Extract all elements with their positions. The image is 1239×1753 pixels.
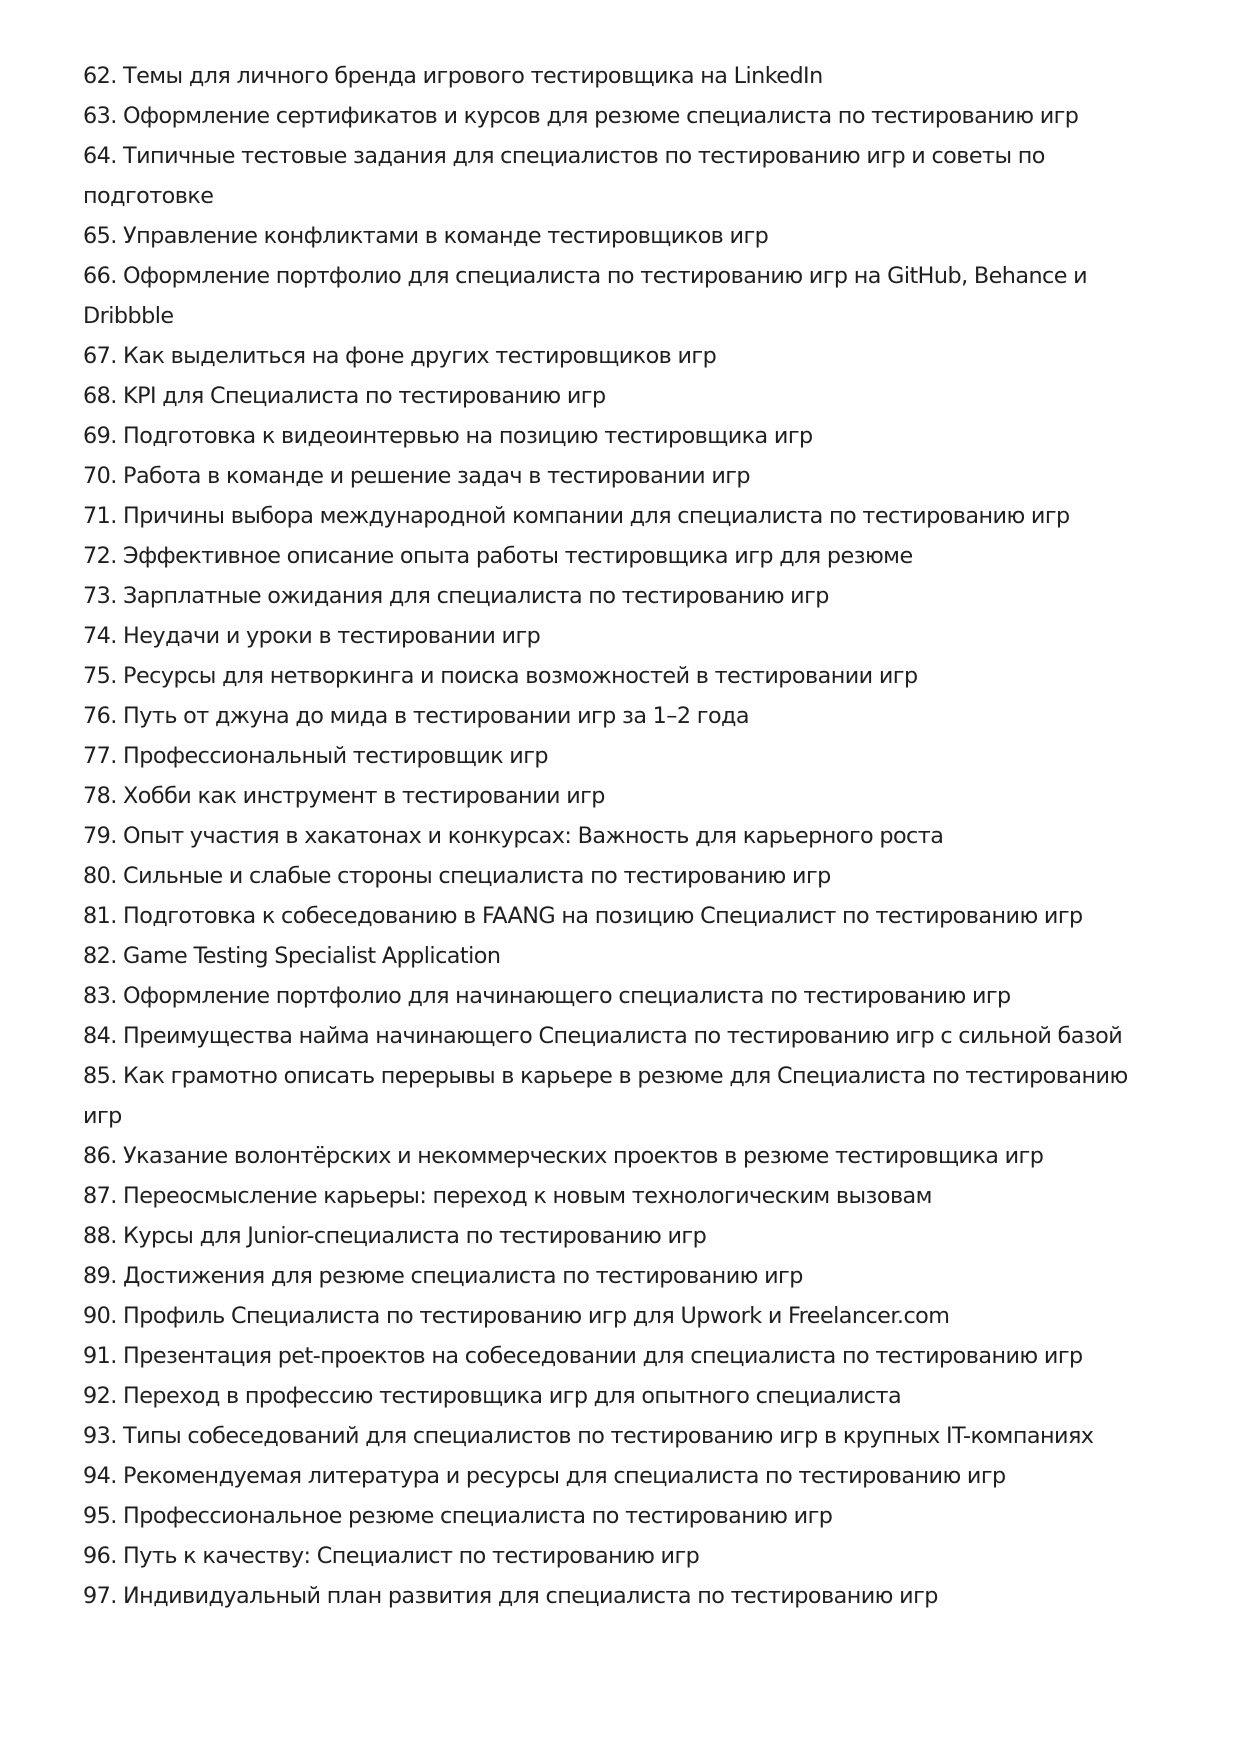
list-item: 62. Темы для личного бренда игрового тестировщика на LinkedIn (83, 63, 823, 89)
list-item: 77. Профессиональный тестировщик игр (83, 743, 549, 769)
list-item: 78. Хобби как инструмент в тестировании игр (83, 783, 605, 809)
list-item: 64. Типичные тестовые задания для специалистов по тестированию игр и советы по подготовке (83, 143, 1045, 209)
list-item: 68. KPI для Специалиста по тестированию игр (83, 383, 606, 409)
list-item: 70. Работа в команде и решение задач в тестировании игр (83, 463, 751, 489)
list-item: 90. Профиль Специалиста по тестированию игр для Upwork и Freelancer.com (83, 1303, 950, 1329)
list-item: 79. Опыт участия в хакатонах и конкурсах: Важность для карьерного роста (83, 823, 944, 849)
list-item: 83. Оформление портфолио для начинающего специалиста по тестированию игр (83, 983, 1011, 1009)
list-item: 74. Неудачи и уроки в тестировании игр (83, 623, 541, 649)
list-item: 75. Ресурсы для нетворкинга и поиска возможностей в тестировании игр (83, 663, 918, 689)
list-item: 71. Причины выбора международной компании для специалиста по тестированию игр (83, 503, 1070, 529)
list-item: 87. Переосмысление карьеры: переход к новым технологическим вызовам (83, 1183, 932, 1209)
list-item: 89. Достижения для резюме специалиста по тестированию игр (83, 1263, 803, 1289)
list-item: 82. Game Testing Specialist Application (83, 943, 501, 969)
list-item: 80. Сильные и слабые стороны специалиста по тестированию игр (83, 863, 831, 889)
list-item: 94. Рекомендуемая литература и ресурсы для специалиста по тестированию игр (83, 1463, 1006, 1489)
list-item: 95. Профессиональное резюме специалиста по тестированию игр (83, 1503, 833, 1529)
list-item: 76. Путь от джуна до мида в тестировании игр за 1–2 года (83, 703, 750, 729)
list-item: 86. Указание волонтёрских и некоммерческих проектов в резюме тестировщика игр (83, 1143, 1044, 1169)
list-item: 63. Оформление сертификатов и курсов для резюме специалиста по тестированию игр (83, 103, 1079, 129)
document-page (83, 56, 1163, 1616)
list-item: 67. Как выделиться на фоне других тестировщиков игр (83, 343, 717, 369)
list-item: 88. Курсы для Junior-специалиста по тестированию игр (83, 1223, 707, 1249)
list-item: 84. Преимущества найма начинающего Специалиста по тестированию игр с сильной базой (83, 1023, 1123, 1049)
list-item: 81. Подготовка к собеседованию в FAANG на позицию Специалист по тестированию игр (83, 903, 1083, 929)
list-item: 73. Зарплатные ожидания для специалиста по тестированию игр (83, 583, 829, 609)
list-item: 69. Подготовка к видеоинтервью на позицию тестировщика игр (83, 423, 813, 449)
list-item: 66. Оформление портфолио для специалиста по тестированию игр на GitHub, Behance и Dribbble (83, 263, 1088, 329)
list-item: 91. Презентация pet-проектов на собеседовании для специалиста по тестированию игр (83, 1343, 1083, 1369)
list-item: 72. Эффективное описание опыта работы тестировщика игр для резюме (83, 543, 913, 569)
list-item: 92. Переход в профессию тестировщика игр для опытного специалиста (83, 1383, 902, 1409)
list-item: 85. Как грамотно описать перерывы в карьере в резюме для Специалиста по тестированию игр (83, 1063, 1128, 1129)
topic-list (83, 56, 1163, 1616)
list-item: 96. Путь к качеству: Специалист по тестированию игр (83, 1543, 700, 1569)
list-item: 97. Индивидуальный план развития для специалиста по тестированию игр (83, 1583, 938, 1609)
list-item: 65. Управление конфликтами в команде тестировщиков игр (83, 223, 769, 249)
list-item: 93. Типы собеседований для специалистов по тестированию игр в крупных IT-компаниях (83, 1423, 1094, 1449)
